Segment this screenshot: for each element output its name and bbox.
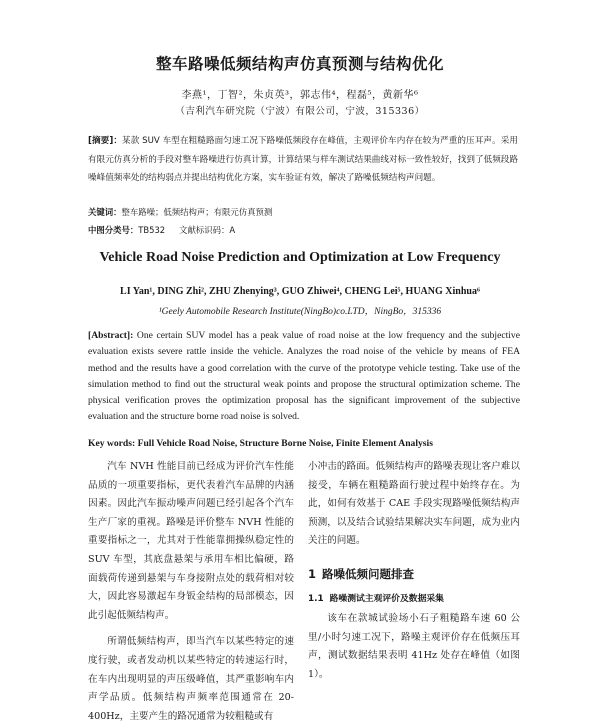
english-keywords-label: Key words: xyxy=(88,438,136,449)
english-abstract xyxy=(88,328,520,426)
chinese-abstract-label: [摘要]： xyxy=(88,136,123,146)
subsection-title: 路噪测试主观评价及数据采集 xyxy=(329,593,444,604)
classno-label: 中图分类号： xyxy=(88,225,139,235)
english-abstract-label: [Abstract]: xyxy=(88,330,134,341)
classno-value: TB532 xyxy=(138,225,166,235)
body-paragraph: 所谓低频结构声，即当汽车以某些特定的速度行驶，或者发动机以某些特定的转速运行时，在车内出现明显的声压级峰值，其严重影响车内声学品质。低频结构声频率范围通常在 20-400Hz，主要产生的路况通常为较粗糙或有 xyxy=(88,636,294,722)
classification-info xyxy=(88,224,518,236)
english-title: Vehicle Road Noise Prediction and Optimization at Low Frequency xyxy=(99,250,501,265)
body-paragraph: 该车在款城试验场小石子粗糙路车速 60 公里/小时匀速工况下，路噪主观评价存在低频压耳声，测试数据结果表明 41Hz 处存在峰值（如图 1）。 xyxy=(308,613,520,680)
subsection-number: 1.1 xyxy=(308,593,324,604)
body-left-column xyxy=(88,458,294,726)
english-abstract-text: One certain SUV model has a peak value of road noise at the low frequency and the subjective evaluation exists severe rattle inside the vehicle. Analyzes the road noise of the vehicle by means of FEA method and the results have a good correlation with the curve of the prototype vehicle testing. Take use of the simulation method to find out the structural weak points and propose the structural optimization scheme. The physical verification proves the optimization proposal has the significant improvement of the subjective evaluation and the structure borne road noise is solved. xyxy=(88,330,520,423)
chinese-authors: 李燕¹，丁智²，朱贞英³，郭志伟⁴，程磊⁵，黄新华⁶ xyxy=(181,90,419,101)
english-keywords-text: Full Vehicle Road Noise, Structure Borne Noise, Finite Element Analysis xyxy=(137,438,433,449)
english-keywords xyxy=(88,438,520,449)
body-paragraph: 汽车 NVH 性能目前已经成为评价汽车性能品质的一项重要指标，更代表着汽车品牌的内涵因素。因此汽车振动噪声问题已经引起各个汽车生产厂家的重视。路噪是评价整车 NVH 性能的重要指标之一，尤其对于性能靠拥操纵稳定性的 SUV 车型，其底盘悬架与承用车相比偏硬，路面载荷传递到悬架与车身接附点处的载荷相对较大，因此容易激起车身钣金结构的局部模态，因此引起低频结构声。 xyxy=(88,461,294,621)
chinese-abstract xyxy=(88,132,518,188)
chinese-affiliation: （吉利汽车研究院（宁波）有限公司，宁波，315336） xyxy=(175,106,425,117)
doccode-label: 文献标识码： xyxy=(179,225,230,235)
section-number: 1 xyxy=(308,566,317,581)
body-right-column xyxy=(308,458,520,685)
chinese-keywords xyxy=(88,206,518,218)
english-authors: LI Yan¹, DING Zhi², ZHU Zhenying³, GUO Zhiwei⁴, CHENG Lei⁵, HUANG Xinhua⁶ xyxy=(120,286,480,297)
section-heading xyxy=(308,565,520,584)
chinese-keywords-text: 整车路噪；低频结构声；有限元仿真预测 xyxy=(121,207,273,217)
doccode-value: A xyxy=(229,225,236,235)
subsection-heading xyxy=(308,590,520,609)
chinese-title: 整车路噪低频结构声仿真预测与结构优化 xyxy=(155,55,444,73)
chinese-keywords-label: 关键词： xyxy=(88,207,122,217)
section-title: 路噪低频问题排查 xyxy=(322,566,415,581)
body-paragraph: 小冲击的路面。低频结构声的路噪表现让客户难以接受，车辆在粗糙路面行驶过程中始终存在。为此，如何有效基于 CAE 手段实现路噪低频结构声预测，以及结合试验结果解决实车问题，成为业内关注的问题。 xyxy=(308,461,520,547)
english-affiliation: ¹Geely Automobile Research Institute(NingBo)co.LTD，NingBo，315336 xyxy=(158,307,442,317)
chinese-abstract-text: 某款 SUV 车型在粗糙路面匀速工况下路噪低频段存在峰值，主观评价车内存在较为严重的压耳声。采用有限元仿真分析的手段对整车路噪进行仿真计算，计算结果与样车测试结果曲线对标一致性较好，找到了低频段路噪峰值频率处的结构弱点并提出结构优化方案，实车验证有效，解决了路噪低频结构声问题。 xyxy=(88,136,519,183)
